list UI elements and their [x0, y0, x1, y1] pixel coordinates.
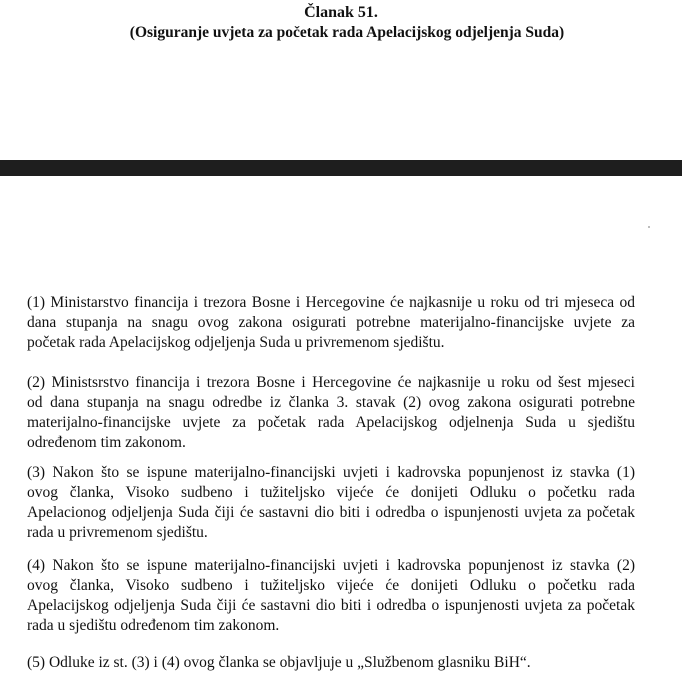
article-subtitle: (Osiguranje uvjeta za početak rada Apelacijskog odjeljenja Suda) — [129, 24, 565, 41]
paragraph-3 — [27, 463, 635, 543]
paragraph-line: dana stupanja na snagu ovog zakona osigurati potrebne materijalno-financijske uvjete za — [27, 314, 635, 331]
paragraph-line: Apelacijskog odjeljenja Suda čiji će sastavni dio biti i odredba o ispunjenosti uvjeta za početak — [27, 597, 635, 614]
paragraph-line: ovog članka, Visoko sudbeno i tužiteljsko vijeće će donijeti Odluku o početku rada — [27, 577, 635, 594]
paragraph-line: rada u privremenom sjedištu. — [27, 524, 208, 541]
paragraph-line: početak rada Apelacijskog odjeljenja Suda u privremenom sjedištu. — [27, 334, 445, 351]
paragraph-2 — [27, 373, 635, 453]
paragraph-4 — [27, 556, 635, 636]
paragraph-line: određenom tim zakonom. — [27, 434, 186, 451]
paragraph-line: (4) Nakon što se ispune materijalno-financijski uvjeti i kadrovska popunjenost iz stavka (2) — [27, 557, 635, 574]
scan-speck — [648, 226, 650, 228]
paragraph-5 — [27, 653, 635, 673]
paragraph-line: Apelacionog odjeljenja Suda čiji će sastavni dio biti i odredba o ispunjenosti uvjeta za početak — [27, 504, 635, 521]
paragraph-line: (5) Odluke iz st. (3) i (4) ovog članka se objavljuje u „Službenom glasniku BiH“. — [27, 654, 531, 671]
scan-dark-band — [0, 160, 682, 176]
paragraph-line: rada u sjedištu određenom tim zakonom. — [27, 617, 280, 634]
paragraph-1 — [27, 293, 635, 353]
article-title: Članak 51. — [304, 4, 378, 21]
paragraph-line: od dana stupanja na snagu odredbe iz članka 3. stavak (2) ovog zakona osigurati potrebne — [27, 394, 635, 411]
paragraph-line: (2) Ministsrstvo financija i trezora Bosne i Hercegovine će najkasnije u roku od šest mjeseci — [27, 374, 635, 391]
paragraph-line: (3) Nakon što se ispune materijalno-financijski uvjeti i kadrovska popunjenost iz stavka (1) — [27, 464, 635, 481]
paragraph-line: (1) Ministarstvo financija i trezora Bosne i Hercegovine će najkasnije u roku od tri mjeseca od — [27, 294, 635, 311]
paragraph-line: ovog članka, Visoko sudbeno i tužiteljsko vijeće će donijeti Odluku o početku rada — [27, 484, 635, 501]
paragraph-line: materijalno-financijske uvjete za početak rada Apelacijskog odjelnenja Suda u sjedištu — [27, 414, 635, 431]
